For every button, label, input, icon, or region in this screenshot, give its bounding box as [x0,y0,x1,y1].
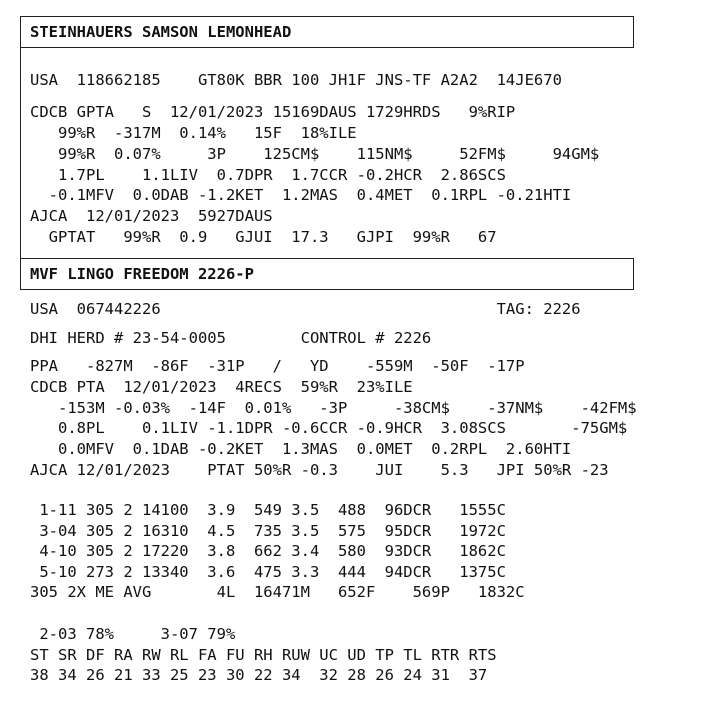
linear-trait-values: 38 34 26 21 33 25 23 30 22 34 32 28 26 24 31 37 [30,666,488,684]
sire-line: 1.7PL 1.1LIV 0.7DPR 1.7CCR -0.2HCR 2.86SCS [30,166,506,184]
lactation-row: 4-10 305 2 17220 3.8 662 3.4 580 93DCR 1862C [30,542,506,560]
dam-name: MVF LINGO FREEDOM 2226-P [30,265,254,283]
classification-scores: 2-03 78% 3-07 79% [30,625,236,643]
lactation-row: 3-04 305 2 16310 4.5 735 3.5 575 95DCR 1972C [30,522,506,540]
sire-line: -0.1MFV 0.0DAB -1.2KET 1.2MAS 0.4MET 0.1RPL -0.21HTI [30,186,572,204]
dam-line: CDCB PTA 12/01/2023 4RECS 59%R 23%ILE [30,378,413,396]
sire-line: 99%R 0.07% 3P 125CM$ 115NM$ 52FM$ 94GM$ [30,145,600,163]
sire-block-frame [20,48,21,260]
dam-line: 0.8PL 0.1LIV -1.1DPR -0.6CCR -0.9HCR 3.08SCS -75GM$ [30,419,628,437]
sire-line: 99%R -317M 0.14% 15F 18%ILE [30,124,357,142]
dam-line: AJCA 12/01/2023 PTAT 50%R -0.3 JUI 5.3 JPI 50%R -23 [30,461,609,479]
dam-line: 0.0MFV 0.1DAB -0.2KET 1.3MAS 0.0MET 0.2RPL 2.60HTI [30,440,572,458]
dam-line: -153M -0.03% -14F 0.01% -3P -38CM$ -37NM$ -42FM$ [30,399,637,417]
lactation-row: 5-10 273 2 13340 3.6 475 3.3 444 94DCR 1375C [30,563,506,581]
lactation-average: 305 2X ME AVG 4L 16471M 652F 569P 1832C [30,583,525,601]
sire-line: GPTAT 99%R 0.9 GJUI 17.3 GJPI 99%R 67 [30,228,497,246]
dam-line: USA 067442226 TAG: 2226 [30,300,581,318]
sire-line: AJCA 12/01/2023 5927DAUS [30,207,273,225]
dam-line: DHI HERD # 23-54-0005 CONTROL # 2226 [30,329,432,347]
sire-name: STEINHAUERS SAMSON LEMONHEAD [30,23,292,41]
sire-line: CDCB GPTA S 12/01/2023 15169DAUS 1729HRDS 9%RIP [30,103,516,121]
linear-trait-headers: ST SR DF RA RW RL FA FU RH RUW UC UD TP TL RTR RTS [30,646,497,664]
lactation-row: 1-11 305 2 14100 3.9 549 3.5 488 96DCR 1555C [30,501,506,519]
dam-line: PPA -827M -86F -31P / YD -559M -50F -17P [30,357,525,375]
sire-line: USA 118662185 GT80K BBR 100 JH1F JNS-TF A2A2 14JE670 [30,71,562,89]
